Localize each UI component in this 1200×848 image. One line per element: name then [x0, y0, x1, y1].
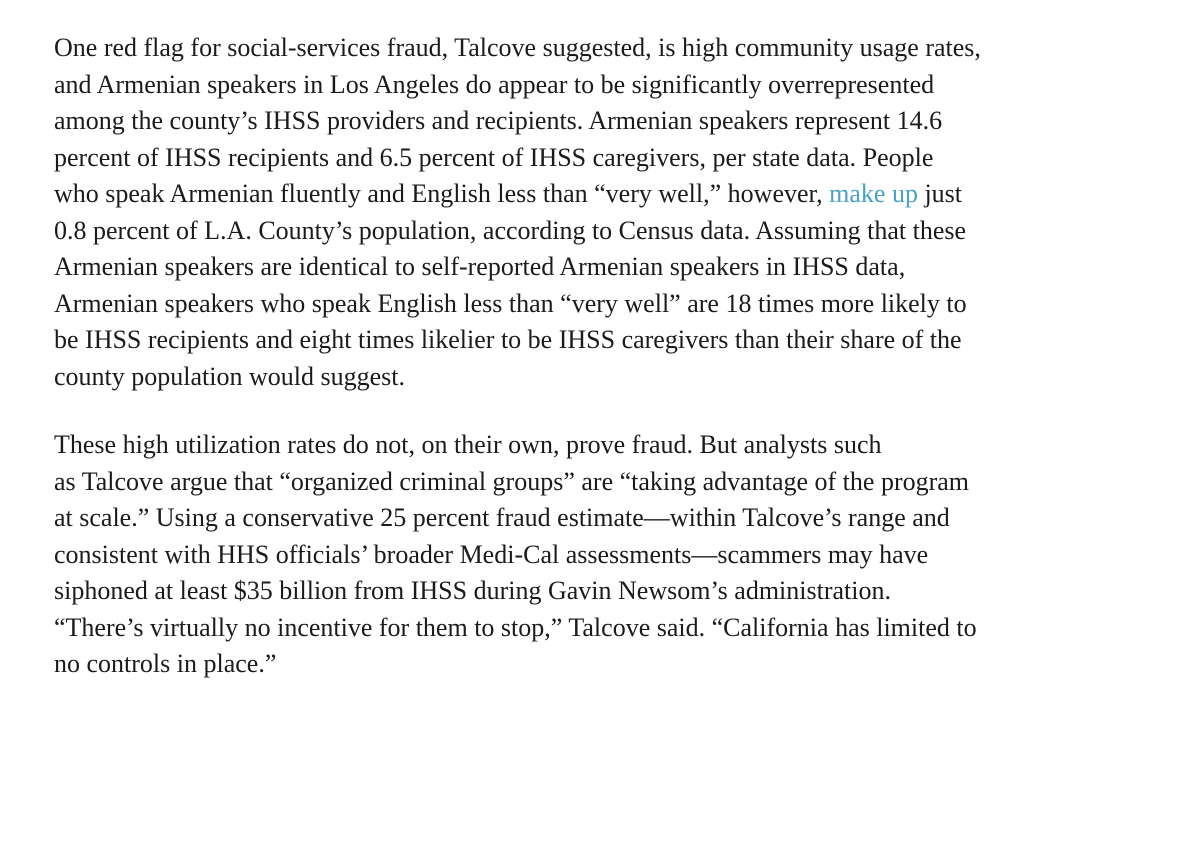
text-line: and Armenian speakers in Los Angeles do appear to be significantly overrepresented: [54, 69, 935, 99]
text-line: county population would suggest.: [54, 361, 405, 391]
text-line: “There’s virtually no incentive for them to stop,” Talcove said. “California has limited to: [54, 612, 977, 642]
text-line: Armenian speakers are identical to self-reported Armenian speakers in IHSS data,: [54, 252, 906, 281]
text-line: be IHSS recipients and eight times likelier to be IHSS caregivers than their share of the: [54, 325, 962, 354]
article-body: [54, 30, 1164, 683]
text-line: One red flag for social-services fraud, Talcove suggested, is high community usage rates,: [54, 33, 981, 62]
text-line: These high utilization rates do not, on their own, prove fraud. But analysts such: [54, 430, 882, 459]
text-line: siphoned at least $35 billion from IHSS during Gavin Newsom’s administration.: [54, 576, 891, 605]
text-line: among the county’s IHSS providers and recipients. Armenian speakers represent 14.6: [54, 106, 943, 135]
text-line: as Talcove argue that “organized criminal groups” are “taking advantage of the program: [54, 466, 970, 496]
paragraph-1: [54, 30, 1164, 395]
text-line: 0.8 percent of L.A. County’s population, according to Census data. Assuming that these: [54, 215, 967, 245]
text-line: percent of IHSS recipients and 6.5 percent of IHSS caregivers, per state data. People: [54, 142, 934, 172]
text-line: consistent with HHS officials’ broader Medi-Cal assessments—scammers may have: [54, 539, 929, 569]
text-line: no controls in place.”: [54, 649, 277, 678]
text-line: at scale.” Using a conservative 25 percent fraud estimate—within Talcove’s range and: [54, 503, 950, 532]
text-segment: just: [917, 179, 963, 208]
make-up-link[interactable]: make up: [829, 179, 918, 208]
text-line: Armenian speakers who speak English less than “very well” are 18 times more likely to: [54, 288, 967, 318]
text-line-with-link: [54, 176, 1164, 213]
paragraph-2: [54, 427, 1164, 683]
text-segment: who speak Armenian fluently and English less than “very well,” however,: [54, 179, 830, 208]
